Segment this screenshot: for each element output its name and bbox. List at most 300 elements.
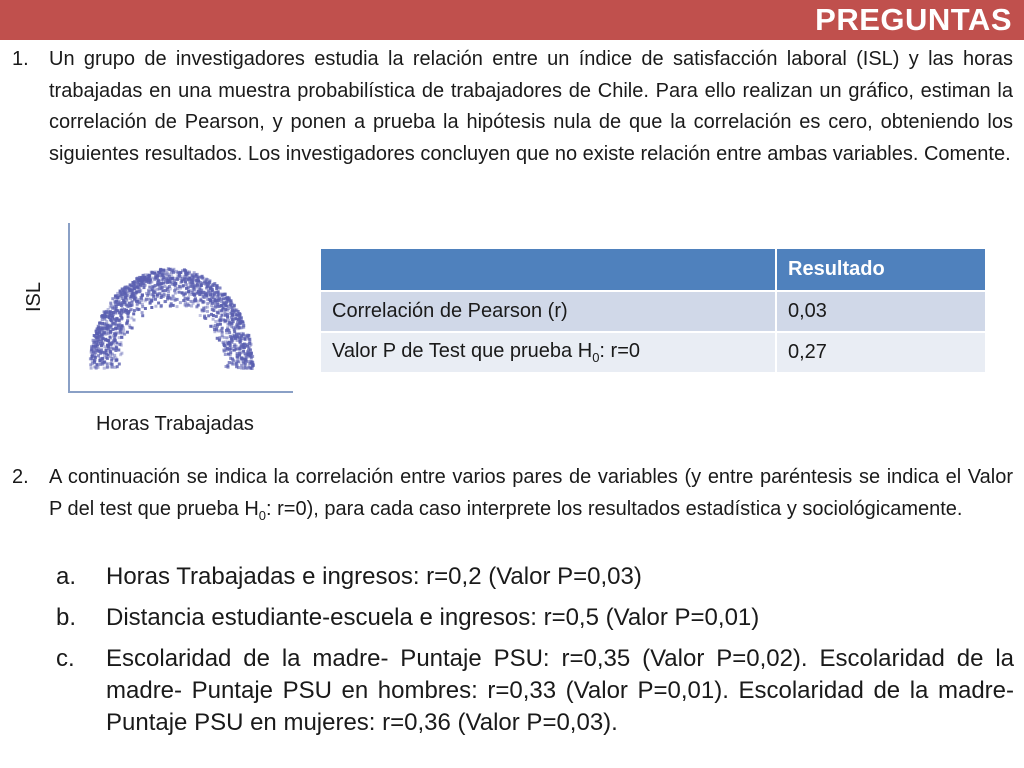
scatter-point <box>110 359 113 362</box>
scatter-point <box>119 326 122 329</box>
scatter-point <box>114 295 117 298</box>
scatter-point <box>120 336 123 339</box>
scatter-point <box>251 361 254 364</box>
sub-question-list <box>56 561 1014 748</box>
scatter-point <box>115 342 118 345</box>
scatter-point <box>242 326 245 329</box>
scatter-point <box>223 336 226 339</box>
scatter-point <box>206 292 209 295</box>
scatter-point <box>166 272 169 275</box>
scatter-point <box>109 337 112 340</box>
scatter-point <box>97 333 100 336</box>
scatter-point <box>247 334 250 337</box>
scatter-point <box>97 327 100 330</box>
scatter-point <box>206 278 209 281</box>
scatter-point <box>225 365 228 368</box>
scatter-point <box>114 327 117 330</box>
scatter-point <box>110 363 113 366</box>
scatter-point <box>226 328 229 331</box>
scatter-point <box>200 289 203 292</box>
scatter-point <box>126 331 129 334</box>
scatter-point <box>101 363 104 366</box>
results-header-row <box>320 248 986 291</box>
scatter-point <box>117 319 120 322</box>
scatter-point <box>121 317 124 320</box>
title-bar <box>0 0 1024 40</box>
scatter-point <box>169 287 172 290</box>
question-2-text-b: : r=0), para cada caso interprete los resultados estadística y sociológicamente. <box>266 497 963 520</box>
scatter-point <box>103 316 106 319</box>
scatter-point <box>233 343 236 346</box>
scatter-point <box>231 309 234 312</box>
scatter-point <box>101 318 104 321</box>
scatter-point <box>114 324 117 327</box>
scatter-point <box>228 361 231 364</box>
scatter-point <box>183 277 186 280</box>
results-table <box>319 247 987 374</box>
scatter-point <box>119 341 122 344</box>
scatter-point <box>188 293 191 296</box>
scatter-point <box>217 330 220 333</box>
scatter-point <box>106 327 109 330</box>
scatter-point <box>100 351 103 354</box>
scatter-point <box>165 281 168 284</box>
row-label <box>320 332 776 373</box>
scatter-point <box>178 291 181 294</box>
scatter-point <box>173 277 176 280</box>
scatter-point <box>182 284 185 287</box>
scatter-point <box>230 361 233 364</box>
scatter-point <box>209 287 212 290</box>
scatter-point <box>187 286 190 289</box>
scatter-point <box>204 282 207 285</box>
scatter-point <box>219 305 222 308</box>
scatter-point <box>121 307 124 310</box>
scatter-point <box>135 292 138 295</box>
question-1-number: 1. <box>12 48 29 70</box>
scatter-point <box>213 328 216 331</box>
scatter-point <box>162 271 165 274</box>
scatter-point <box>196 292 199 295</box>
scatter-point <box>190 281 193 284</box>
scatter-point <box>151 288 154 291</box>
scatter-point <box>130 295 133 298</box>
scatter-point <box>240 345 243 348</box>
scatter-point <box>150 300 153 303</box>
page-title: PREGUNTAS <box>815 2 1012 37</box>
scatter-plot-area <box>80 255 260 375</box>
scatter-point <box>143 286 146 289</box>
scatter-point <box>114 310 117 313</box>
scatter-point <box>90 367 93 370</box>
scatter-point <box>220 309 223 312</box>
scatter-point <box>239 352 242 355</box>
scatter-point <box>113 336 116 339</box>
scatter-point <box>112 348 115 351</box>
scatter-point <box>103 345 106 348</box>
scatter-point <box>199 314 202 317</box>
scatter-point <box>176 305 179 308</box>
scatter-point <box>228 298 231 301</box>
scatter-point <box>129 326 132 329</box>
scatter-point <box>226 341 229 344</box>
scatter-point <box>114 301 117 304</box>
scatter-point <box>205 287 208 290</box>
scatter-point <box>135 300 138 303</box>
scatter-point <box>236 321 239 324</box>
scatter-point <box>153 272 156 275</box>
scatter-point <box>98 321 101 324</box>
x-axis <box>68 391 293 393</box>
scatter-point <box>214 298 217 301</box>
scatter-point <box>187 298 190 301</box>
scatter-point <box>159 268 162 271</box>
scatter-point <box>96 336 99 339</box>
scatter-point <box>231 316 234 319</box>
scatter-point <box>246 343 249 346</box>
scatter-point <box>187 290 190 293</box>
scatter-point <box>132 312 135 315</box>
scatter-point <box>172 295 175 298</box>
scatter-point <box>238 333 241 336</box>
scatter-point <box>224 319 227 322</box>
scatter-point <box>162 295 165 298</box>
scatter-point <box>210 304 213 307</box>
scatter-point <box>206 306 209 309</box>
scatter-point <box>119 353 122 356</box>
scatter-point <box>163 300 166 303</box>
list-item-text: Distancia estudiante-escuela e ingresos: r=0,5 (Valor P=0,01) <box>106 604 760 631</box>
question-2-subscript: 0 <box>258 507 267 523</box>
scatter-point <box>181 292 184 295</box>
scatter-point <box>231 303 234 306</box>
question-1-text: Un grupo de investigadores estudia la relación entre un índice de satisfacción laboral (ISL) y las horas trabajadas en una muestra probabilística de trabajadores de Chile. Para ello realizan un gráfico, estiman la correlación de Pearson, y ponen a prueba la hipótesis nula de que la correlación es cero, obteniendo los siguientes resultados. Los investigadores concluyen que no existe relación entre ambas variables. Comente. <box>49 48 1013 165</box>
scatter-point <box>201 275 204 278</box>
scatter-point <box>202 307 205 310</box>
scatter-point <box>134 283 137 286</box>
scatter-point <box>150 280 153 283</box>
scatter-point <box>223 343 226 346</box>
scatter-point <box>247 349 250 352</box>
scatter-point <box>133 309 136 312</box>
row-value: 0,03 <box>776 291 986 332</box>
question-2-text <box>49 462 1013 531</box>
scatter-point <box>104 338 107 341</box>
row-label-suffix: : r=0 <box>599 340 640 362</box>
scatter-point <box>126 298 129 301</box>
y-axis <box>68 223 70 393</box>
scatter-point <box>124 286 127 289</box>
scatter-point <box>190 300 193 303</box>
scatter-point <box>157 271 160 274</box>
scatter-point <box>100 344 103 347</box>
scatter-point <box>108 342 111 345</box>
scatter-point <box>192 292 195 295</box>
list-item <box>56 602 1014 634</box>
scatter-point <box>154 305 157 308</box>
scatter-point <box>107 345 110 348</box>
scatter-point <box>103 360 106 363</box>
scatter-point <box>157 302 160 305</box>
list-item <box>56 561 1014 593</box>
scatter-point <box>119 314 122 317</box>
scatter-point <box>202 300 205 303</box>
scatter-point <box>198 292 201 295</box>
scatter-point <box>233 335 236 338</box>
scatter-point <box>113 318 116 321</box>
list-item <box>56 643 1014 739</box>
scatter-point <box>226 336 229 339</box>
scatter-point <box>220 314 223 317</box>
scatter-point <box>110 312 113 315</box>
scatter-point <box>215 315 218 318</box>
list-item-text: Horas Trabajadas e ingresos: r=0,2 (Valor P=0,03) <box>106 563 642 590</box>
scatter-point <box>130 288 133 291</box>
scatter-point <box>214 306 217 309</box>
scatter-point <box>217 323 220 326</box>
scatter-point <box>124 293 127 296</box>
scatter-point <box>226 347 229 350</box>
scatter-point <box>231 313 234 316</box>
scatter-point <box>144 307 147 310</box>
scatter-point <box>157 274 160 277</box>
scatter-point <box>103 367 106 370</box>
scatter-point <box>195 280 198 283</box>
scatter-point <box>229 351 232 354</box>
scatter-point <box>233 330 236 333</box>
scatter-point <box>186 270 189 273</box>
scatter-point <box>177 271 180 274</box>
scatter-point <box>148 290 151 293</box>
scatter-point <box>126 321 129 324</box>
scatter-point <box>119 330 122 333</box>
scatter-point <box>218 339 221 342</box>
scatter-point <box>105 353 108 356</box>
scatter-point <box>238 339 241 342</box>
scatter-point <box>223 350 226 353</box>
scatter-point <box>109 355 112 358</box>
scatter-point <box>239 326 242 329</box>
scatter-point <box>224 303 227 306</box>
scatter-point <box>238 336 241 339</box>
scatter-point <box>195 275 198 278</box>
scatter-point <box>126 305 129 308</box>
scatter-point <box>92 339 95 342</box>
scatter-point <box>106 366 109 369</box>
scatter-point <box>203 309 206 312</box>
scatter-point <box>95 367 98 370</box>
scatter-point <box>216 301 219 304</box>
scatter-point <box>93 361 96 364</box>
scatter-point <box>169 268 172 271</box>
scatter-point <box>125 309 128 312</box>
scatter-point <box>184 292 187 295</box>
scatter-point <box>206 310 209 313</box>
scatter-point <box>177 275 180 278</box>
scatter-point <box>109 302 112 305</box>
scatter-point <box>212 318 215 321</box>
scatter-point <box>130 284 133 287</box>
scatter-point <box>239 313 242 316</box>
scatter-point <box>118 323 121 326</box>
scatter-point <box>141 311 144 314</box>
scatter-point <box>133 319 136 322</box>
scatter-point <box>111 297 114 300</box>
scatter-point <box>119 302 122 305</box>
scatter-point <box>118 363 121 366</box>
row-value: 0,27 <box>776 332 986 373</box>
scatter-point <box>197 304 200 307</box>
scatter-point <box>176 298 179 301</box>
scatter-point <box>172 268 175 271</box>
scatter-point <box>139 284 142 287</box>
scatter-point <box>248 338 251 341</box>
scatter-point <box>250 352 253 355</box>
scatter-point <box>117 349 120 352</box>
list-item-letter: a. <box>56 563 77 590</box>
scatter-point <box>235 313 238 316</box>
scatter-point <box>232 326 235 329</box>
scatter-point <box>224 308 227 311</box>
row-label: Correlación de Pearson (r) <box>320 291 776 332</box>
scatter-point <box>224 293 227 296</box>
row-label-text: Valor P de Test que prueba H <box>332 340 593 362</box>
scatter-point <box>123 301 126 304</box>
scatter-point <box>158 280 161 283</box>
scatter-point <box>95 341 98 344</box>
scatter-point <box>129 304 132 307</box>
scatter-point <box>159 287 162 290</box>
scatter-point <box>163 285 166 288</box>
scatter-point <box>120 294 123 297</box>
scatter-point <box>249 344 252 347</box>
scatter-point <box>126 312 129 315</box>
scatter-point <box>210 313 213 316</box>
scatter-point <box>237 310 240 313</box>
scatter-point <box>173 289 176 292</box>
scatter-point <box>218 297 221 300</box>
scatter-point <box>100 315 103 318</box>
list-item-letter: b. <box>56 604 77 631</box>
scatter-point <box>138 308 141 311</box>
scatter-point <box>179 287 182 290</box>
scatter-point <box>111 353 114 356</box>
scatter-point <box>127 315 130 318</box>
scatter-point <box>224 353 227 356</box>
scatter-point <box>122 290 125 293</box>
scatter-point <box>156 288 159 291</box>
scatter-point <box>172 271 175 274</box>
scatter-point <box>169 277 172 280</box>
scatter-point <box>97 354 100 357</box>
table-row <box>320 332 986 373</box>
scatter-point <box>184 301 187 304</box>
scatter-point <box>101 327 104 330</box>
scatter-point <box>220 329 223 332</box>
scatter-point <box>102 332 105 335</box>
scatter-point <box>244 338 247 341</box>
scatter-point <box>99 339 102 342</box>
scatter-point <box>236 359 239 362</box>
scatter-point <box>166 288 169 291</box>
results-header-blank <box>320 248 776 291</box>
scatter-point <box>134 295 137 298</box>
scatter-point <box>228 331 231 334</box>
scatter-point <box>225 297 228 300</box>
scatter-point <box>169 297 172 300</box>
scatter-point <box>154 278 157 281</box>
scatter-point <box>191 273 194 276</box>
scatter-point <box>227 319 230 322</box>
scatter-point <box>211 308 214 311</box>
scatter-point <box>242 333 245 336</box>
scatter-point <box>194 299 197 302</box>
question-2-number: 2. <box>12 466 29 488</box>
scatter-point <box>214 320 217 323</box>
scatter-point <box>105 349 108 352</box>
y-axis-label: ISL <box>23 281 45 313</box>
scatter-point <box>173 283 176 286</box>
scatter-point <box>117 294 120 297</box>
scatter-point <box>208 298 211 301</box>
scatter-point <box>129 308 132 311</box>
scatter-point <box>101 324 104 327</box>
scatter-point <box>227 307 230 310</box>
scatter-point <box>110 330 113 333</box>
x-axis-label: Horas Trabajadas <box>96 413 254 435</box>
scatter-point <box>219 319 222 322</box>
scatter-point <box>207 314 210 317</box>
scatter-point <box>107 308 110 311</box>
scatter-point <box>105 323 108 326</box>
scatter-point <box>89 363 92 366</box>
table-row <box>320 291 986 332</box>
scatter-point <box>190 305 193 308</box>
scatter-point <box>99 357 102 360</box>
scatter-point <box>93 334 96 337</box>
scatter-point <box>230 306 233 309</box>
scatter-point <box>147 277 150 280</box>
scatter-point <box>230 347 233 350</box>
scatter-point <box>136 303 139 306</box>
scatter-point <box>89 357 92 360</box>
scatter-point <box>150 306 153 309</box>
scatter-point <box>169 304 172 307</box>
scatter-point <box>116 365 119 368</box>
scatter-point <box>135 277 138 280</box>
scatter-point <box>133 287 136 290</box>
scatter-point <box>237 366 240 369</box>
scatter-point <box>206 302 209 305</box>
scatter-point <box>141 305 144 308</box>
scatter-point <box>138 288 141 291</box>
results-header-resultado: Resultado <box>776 248 986 291</box>
scatter-point <box>194 284 197 287</box>
scatter-point <box>140 296 143 299</box>
scatter-point <box>200 283 203 286</box>
scatter-point <box>160 304 163 307</box>
list-item-letter: c. <box>56 645 75 672</box>
scatter-point <box>94 356 97 359</box>
scatter-point <box>189 285 192 288</box>
scatter-point <box>237 347 240 350</box>
scatter-point <box>92 345 95 348</box>
scatter-point <box>115 359 118 362</box>
scatter-point <box>150 293 153 296</box>
question-2-text-a: A continuación se indica la correlación entre varios pares de variables (y entre paréntesis se indica el Valor P del test que prueba H <box>49 466 1013 520</box>
scatter-point <box>101 357 104 360</box>
scatter-point <box>145 298 148 301</box>
